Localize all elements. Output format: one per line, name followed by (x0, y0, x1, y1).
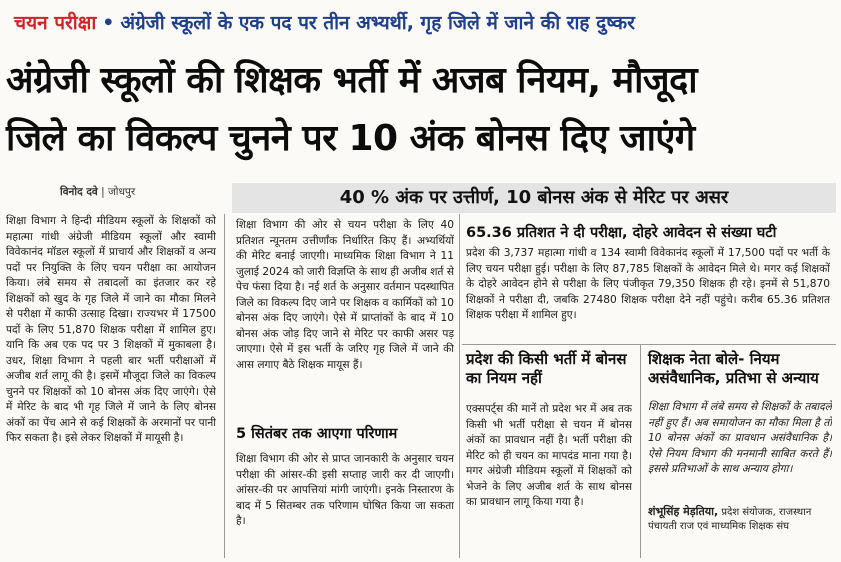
bonus-body: एक्सपर्ट्स की मानें तो प्रदेश भर में अब तक किसी भी भर्ती परीक्षा से चयन में बोनस अंकों का प्रावधान नहीं है। भर्ती परीक्षा की मेरिट को ही चयन का मापदंड माना गया है। मगर अंग्रेजी मीडियम स्कूलों में शिक्षकों को भेजने के लिए अजीब शर्त के साथ बोनस का प्रावधान लागू किया गया है। (466, 403, 632, 508)
article-column-1: शिक्षा विभाग ने हिन्दी मीडियम स्कूलों के शिक्षकों को महात्मा गांधी अंग्रेजी मीडियम स्कूलों और स्वामी विवेकानंद मॉडल स्कूलों में प्राचार्य और शिक्षकों व अन्य पदों पर नियुक्ति के लिए चयन परीक्षा का आयोजन किया। लंबे समय से तबादलों का इंतजार कर रहे शिक्षकों को खुद के गृह जिले में जाने का मौका मिलने से परीक्षा में काफी उत्साह दिखा। राज्यभर में 17500 पदों के लिए 51,870 शिक्षक परीक्षा में शामिल हुए। यानि कि अब एक पद पर 3 शिक्षकों में मुकाबला है। उधर, शिक्षा विभाग ने पहली बार भर्ती परीक्षाओं में अजीब शर्त लागू की है। इसमें मौजूदा जिले का विकल्प चुनने पर शिक्षकों को 10 बोनस अंक दिए जाएंगे। ऐसे में मेरिट के बाद भी गृह जिले में जाने के लिए बोनस अंकों का पेंच आने से कई शिक्षकों के अरमानों पर पानी फिर सकता है। इसे लेकर शिक्षकों में मायूसी है। (6, 215, 216, 444)
byline-author: विनोद दवे (60, 186, 98, 198)
quote-author-name: शंभूसिंह मेड़तिया, (648, 505, 719, 518)
quote-author-role: प्रदेश संयोजक, राजस्थान पंचायती राज एवं माध्यमिक शिक्षक संघ (648, 507, 812, 532)
exam-heading: 65.36 प्रतिशत ने दी परीक्षा, दोहरे आवेदन से संख्या घटी (466, 225, 777, 241)
leader-heading: शिक्षक नेता बोले- नियम असंवैधानिक, प्रतिभा से अन्याय (648, 350, 819, 387)
column-divider (459, 214, 460, 558)
kicker-bullet: • (102, 12, 115, 34)
bonus-heading: प्रदेश की किसी भर्ती में बोनस का नियम नहीं (466, 350, 627, 387)
quote-author (648, 505, 836, 534)
kicker-tag: चयन परीक्षा (14, 12, 97, 34)
headline (6, 52, 836, 168)
result-heading: 5 सितंबर तक आएगा परिणाम (236, 426, 398, 442)
kicker-text: अंग्रेजी स्कूलों के एक पद पर तीन अभ्यर्थी, गृह जिले में जाने की राह दुष्कर (120, 12, 635, 34)
result-body: शिक्षा विभाग की ओर से प्राप्त जानकारी के अनुसार चयन परीक्षा की आंसर-की इसी सप्ताह जारी कर दी जाएगी। आंसर-की पर आपत्तियां मांगी जाएंगी। इनके निस्तारण के बाद में 5 सितम्बर तक परिणाम घोषित किया जा सकता है। (236, 453, 454, 527)
leader-quote: शिक्षा विभाग में लंबे समय से शिक्षकों के तबादले नहीं हुए हैं। अब समायोजन का मौका मिला है तो 10 बोनस अंकों का प्रावधान असंवैधानिक है। ऐसे नियम विभाग की मनमानी साबित करते हैं। इससे प्रतिभाओं के साथ अन्याय होगा। (648, 401, 832, 475)
byline (60, 185, 135, 199)
column-divider (224, 214, 225, 558)
kicker (14, 6, 834, 40)
subheadline: 40 % अंक पर उत्तीर्ण, 10 बोनस अंक से मेरिट पर असर (232, 183, 836, 213)
headline-line-1: अंग्रेजी स्कूलों की शिक्षक भर्ती में अजब नियम, मौजूदा (6, 60, 698, 101)
article-column-2: शिक्षा विभाग की ओर से चयन परीक्षा के लिए 40 प्रतिशत न्यूनतम उत्तीर्णांक निर्धारित किए हैं। अभ्यर्थियों की मेरिट बनाई जाएगी। माध्यमिक शिक्षा विभाग ने 11 जुलाई 2024 को जारी विज्ञप्ति के साथ ही अजीब शर्त से पेच फंसा दिया है। नई शर्त के अनुसार वर्तमान पदस्थापित जिले का विकल्प दिए जाने पर शिक्षक व कार्मिकों को 10 बोनस अंक दिए जाएंगे। ऐसे में प्राप्तांकों के बाद में 10 बोनस अंक जोड़ दिए जाने से मेरिट पर काफी असर पड़ जाएगा। ऐसे में इस भर्ती के जरिए गृह जिले में जाने की आस लगाए बैठे शिक्षक मायूस हैं। (236, 219, 454, 371)
headline-line-2: जिले का विकल्प चुनने पर 10 अंक बोनस दिए जाएंगे (6, 118, 695, 159)
exam-body: प्रदेश की 3,737 महात्मा गांधी व 134 स्वामी विवेकानंद स्कूलों में 17,500 पदों पर भर्ती के लिए चयन परीक्षा हुई। परीक्षा के लिए 87,785 शिक्षकों के आवेदन मिले थे। मगर कई शिक्षकों के दोहरे आवेदन होने से परीक्षा के लिए पंजीकृत 79,350 शिक्षक ही रहे। इनमें से 51,870 शिक्षकों ने परीक्षा दी, जबकि 27480 शिक्षक परीक्षा देने नहीं पहुंचे। करीब 65.36 प्रतिशत शिक्षक परीक्षा में शामिल हुए। (466, 247, 830, 321)
byline-place: | जोधपुर (101, 186, 136, 198)
column-divider (640, 345, 641, 558)
section-divider (462, 344, 836, 345)
